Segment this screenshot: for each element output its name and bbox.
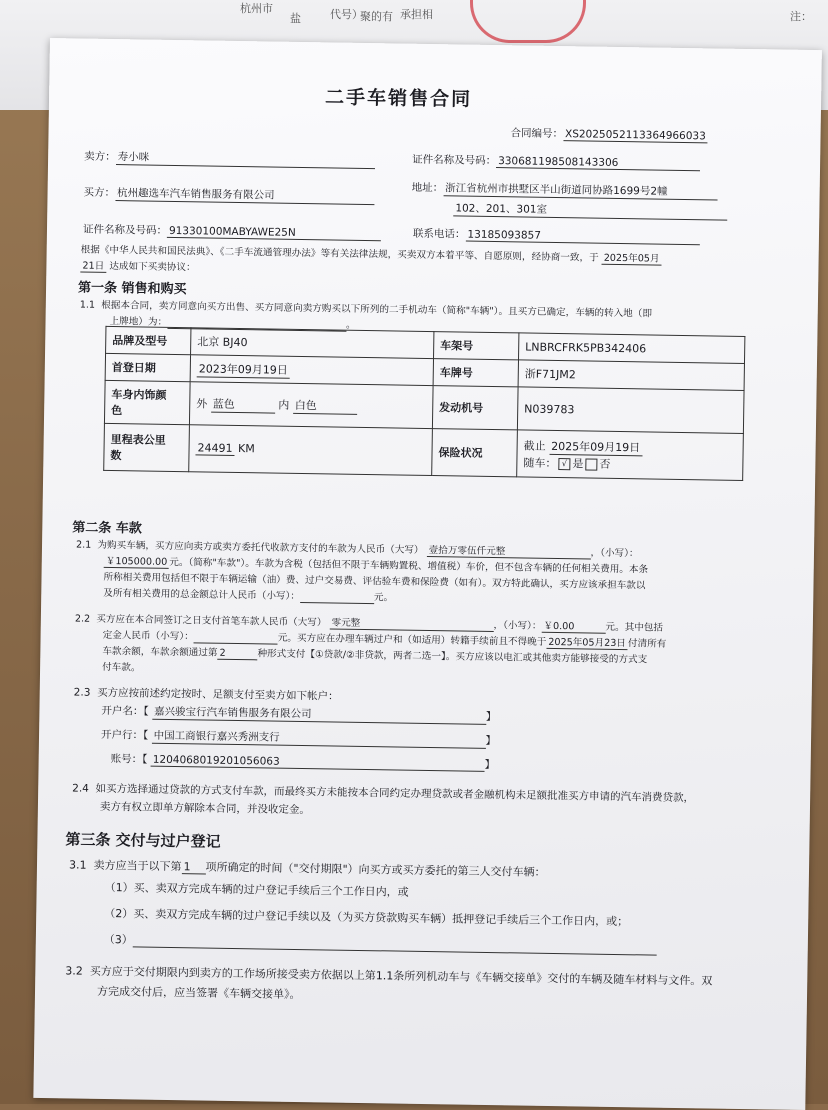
- clause-2-3: 2.3 买方应按前述约定按时、足额支付至卖方如下帐户：: [73, 686, 339, 703]
- clause-2-2-line4: 付车款。: [102, 661, 141, 674]
- engine-value: N039783: [517, 387, 744, 434]
- back-text: 杭州市: [240, 2, 273, 15]
- option-2: （2）买、卖双方完成车辆的过户登记手续以及（为买方贷款购买车辆）抵押登记手续后三个工作日内，或；: [104, 906, 629, 929]
- account-holder-row: 开户名：【 嘉兴骏宝行汽车销售服务有限公司 】: [101, 704, 497, 724]
- back-text: 代号）: [330, 8, 363, 21]
- red-seal-stamp: [470, 0, 586, 43]
- back-text: 承担相: [400, 8, 433, 21]
- clause-2-2: 2.2 买方应在本合同签订之日支付首笔车款人民币（大写） 零元整 ，（小写）： ￥0.00 元。其中包括: [74, 613, 664, 634]
- mileage-value: 24491 KM: [189, 425, 433, 476]
- reg-date-label: 首登日期: [105, 353, 190, 381]
- vin-value: LNBRCFRK5PB342406: [519, 333, 745, 364]
- clause-2-1-line2: ￥105000.00 元。（简称"车款"）。车款为含税（包括但不限于车辆购置税、增值税）车价，但不包含车辆的任何相关费用。本条: [104, 553, 649, 577]
- clause-2-1-line4: 及所有相关费用的总金额总计人民币（小写）： 元。: [103, 587, 394, 604]
- plate-label: 车牌号: [433, 359, 518, 387]
- contract-number: 合同编号： XS2025052113364966033: [510, 127, 706, 143]
- checkbox-no[interactable]: [585, 458, 597, 470]
- option-1: （1）买、卖双方完成车辆的过户登记手续后三个工作日内，或: [104, 880, 409, 899]
- buyer-address: 地址： 浙江省杭州市拱墅区半山街道同协路1699号2幢: [412, 180, 718, 201]
- checkbox-yes[interactable]: √: [558, 458, 570, 470]
- brand-value: 北京 BJ40: [191, 328, 434, 359]
- clause-2-4-line2: 卖方有权立即单方解除本合同，并没收定金。: [99, 800, 310, 817]
- section1-title: 第一条 销售和购买: [77, 280, 187, 298]
- clause-3-1: 3.1 卖方应当于以下第 1 项所确定的时间（"交付期限"）向买方或买方委托的第三人交付车辆：: [68, 858, 546, 879]
- vin-label: 车架号: [434, 332, 519, 360]
- page-title: 二手车销售合同: [324, 86, 473, 111]
- clause-1-1-line2: 上牌地）为： 。: [109, 315, 356, 331]
- preamble-line2: 21日 达成如下买卖协议：: [80, 258, 195, 275]
- seller-id-row: 证件名称及号码： 330681198508143306: [412, 152, 700, 172]
- engine-label: 发动机号: [432, 386, 518, 430]
- bank-row: 开户行：【 中国工商银行嘉兴秀洲支行 】: [100, 728, 497, 748]
- section2-title: 第二条 车款: [72, 520, 142, 537]
- mileage-label: 里程表公里 数: [104, 423, 190, 471]
- clause-2-2-line2: 定金人民币（小写）： 元。买方应在办理车辆过户和（如适用）转籍手续前且不得晚于 2025年05月23日 付清所有: [102, 629, 667, 650]
- insurance-value: 截止 2025年09月19日 随车： √ 是 否: [517, 430, 744, 481]
- color-value: 外 蓝色 内 白色: [189, 382, 433, 429]
- account-number-row: 账号：【 1204068019201056063 】: [110, 753, 496, 772]
- buyer-row: 买方： 杭州趣选车汽车销售服务有限公司: [83, 185, 374, 206]
- section3-title: 第三条 交付与过户登记: [65, 830, 221, 851]
- plate-value: 浙F71JM2: [518, 360, 744, 391]
- back-text: 聚的有: [360, 10, 393, 23]
- contract-page: [33, 38, 822, 1110]
- brand-label: 品牌及型号: [106, 326, 191, 354]
- buyer-phone-row: 联系电话： 13185093857: [413, 226, 700, 245]
- clause-3-2: 3.2 买方应于交付期限内到卖方的工作场所接受卖方依据以上第1.1条所列机动车与《车辆交接单》交付的车辆及随车材料与文件。双: [65, 964, 713, 988]
- preamble-line1: 根据《中华人民共和国民法典》、《二手车流通管理办法》等有关法律法规，买卖双方本着平等、自愿原则，经协商一致，于 2025年05月: [81, 242, 662, 266]
- option-3: （3）: [104, 931, 657, 956]
- color-label: 车身内饰颜 色: [104, 380, 190, 424]
- clause-2-1-line3: 所称相关费用包括但不限于车辆运输（油）费、过户交易费、评估验车费和保险费（如有）。双方特此确认，买方应该承担车款以: [103, 571, 646, 592]
- insurance-label: 保险状况: [432, 429, 518, 477]
- buyer-address-line2: 102、201、301室: [453, 200, 727, 220]
- clause-3-2-line2: 方完成交付后，应当签署《车辆交接单》。: [96, 984, 301, 1002]
- back-text: 盐: [290, 12, 301, 25]
- vehicle-info-table: [103, 326, 745, 481]
- seller-row: 卖方： 寿小咪: [84, 149, 375, 170]
- back-text: 注：: [790, 10, 812, 23]
- reg-date-value: 2023年09月19日: [190, 355, 433, 386]
- buyer-id-row: 证件名称及号码： 91330100MABYAWE25N: [83, 222, 381, 242]
- clause-2-4: 2.4 如买方选择通过贷款的方式支付车款，而最终买方未能按本合同约定办理贷款或者金融机构未足额批准买方申请的汽车消费贷款，: [72, 782, 695, 805]
- clause-2-1: 2.1 为购买车辆，买方应向卖方或卖方委托代收款方支付的车款为人民币（大写） 壹拾万零伍仟元整 ，（小写）：: [75, 539, 639, 560]
- clause-2-2-line3: 车款余额，车款余额通过第 2 种形式支付【①贷款/②非贷款，两者二选一】。买方应该以电汇或其他卖方能够接受的方式支: [102, 645, 648, 666]
- clause-1-1: 1.1 根据本合同，卖方同意向买方出售、买方同意向卖方购买以下所列的二手机动车（简称"车辆"）。且买方已确定，车辆的转入地（即: [79, 299, 653, 320]
